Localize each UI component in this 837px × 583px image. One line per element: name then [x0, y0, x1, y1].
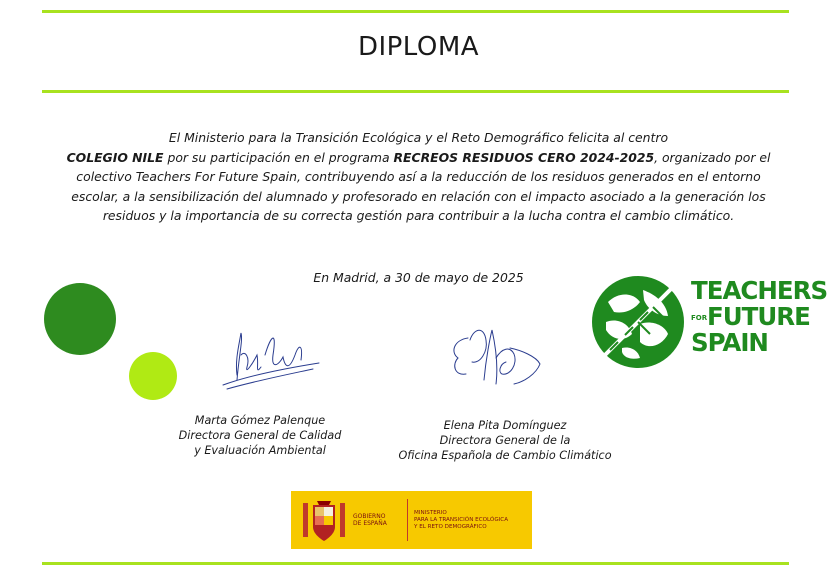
signature-marta-gomez	[215, 315, 325, 395]
diploma-date: En Madrid, a 30 de mayo de 2025	[313, 270, 524, 285]
bottom-divider	[42, 562, 789, 565]
tffs-line-spain: SPAIN	[691, 328, 768, 357]
diploma-title: DIPLOMA	[357, 32, 480, 62]
body-details: , organizado por el colectivo Teachers For Future Spain, contribuyendo así a la reducción de los residuos generados en el entorno escolar, a la sensibilización del alumnado y profesorado en relación con el impacto asociado a la generación los residuos y la importancia de su correcta gestión para contribuir a la lucha contra el cambio climático.	[71, 149, 771, 223]
top-divider	[42, 10, 789, 13]
gov-line-1: GOBIERNO	[353, 513, 386, 520]
leaf-globe-icon	[588, 272, 688, 372]
ministry-line-1: MINISTERIO	[414, 509, 447, 516]
signer-1-role-cont: y Evaluación Ambiental	[194, 444, 326, 457]
tffs-line-future: FUTURE	[707, 302, 810, 331]
decorative-lime-circle	[129, 352, 177, 400]
diploma-body	[60, 128, 777, 226]
tffs-line-teachers: TEACHERS	[691, 276, 828, 305]
tffs-for: FOR	[691, 314, 708, 322]
signer-block-1	[160, 413, 360, 458]
signer-2-role: Directora General de la	[439, 434, 571, 447]
decorative-dark-green-circle	[44, 283, 116, 355]
ministry-line-2: PARA LA TRANSICIÓN ECOLÓGICA	[414, 516, 509, 523]
signature-elena-pita	[440, 318, 550, 398]
gov-line-2: DE ESPAÑA	[353, 520, 387, 527]
signer-2-name: Elena Pita Domínguez	[443, 419, 567, 432]
gobierno-de-espana-label	[353, 513, 401, 527]
title-divider	[42, 90, 789, 93]
tffs-wordmark	[691, 276, 828, 357]
government-logo-block	[291, 491, 532, 549]
signer-2-role-cont: Oficina Española de Cambio Climático	[398, 449, 612, 462]
spain-coat-of-arms-icon	[299, 495, 349, 545]
school-name: COLEGIO NILE	[66, 149, 164, 165]
body-participation: por su participación en el programa	[163, 149, 394, 165]
program-name: RECREOS RESIDUOS CERO 2024-2025	[393, 149, 655, 165]
signer-1-name: Marta Gómez Palenque	[194, 414, 326, 427]
gov-separator	[407, 499, 408, 541]
body-intro: El Ministerio para la Transición Ecológica y el Reto Demográfico felicita al centro	[168, 130, 669, 145]
signer-block-2	[380, 418, 630, 463]
ministry-line-3: Y EL RETO DEMOGRÁFICO	[414, 523, 487, 530]
teachers-for-future-spain-logo	[588, 272, 828, 372]
ministry-label	[414, 510, 508, 531]
signer-1-role: Directora General de Calidad	[178, 429, 342, 442]
